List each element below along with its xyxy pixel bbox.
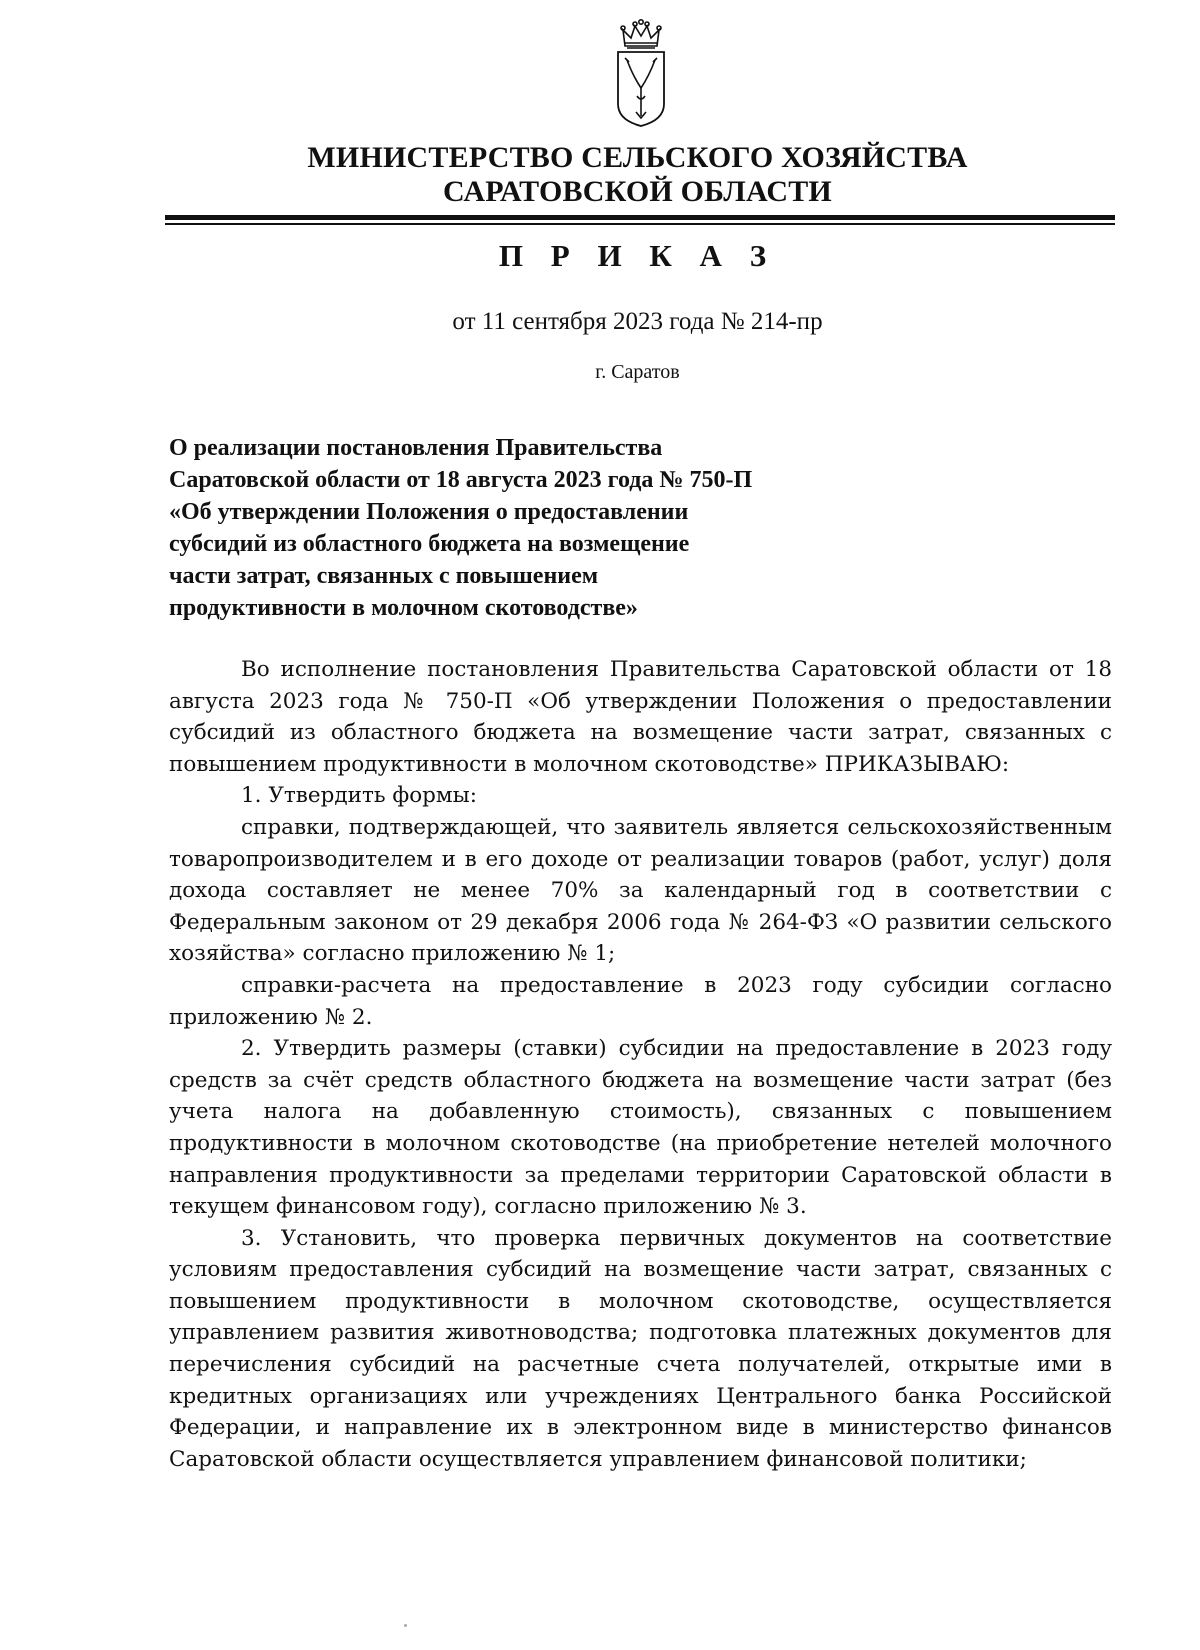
- subject-line: части затрат, связанных с повышением: [169, 563, 599, 589]
- subject-line: Саратовской области от 18 августа 2023 года № 750-П: [169, 467, 753, 493]
- saratov-coat-of-arms-icon: [611, 16, 671, 128]
- order-body: [169, 654, 1112, 1475]
- item-2-paragraph: 2. Утвердить размеры (ставки) субсидии на предоставление в 2023 году средств за счёт средств областного бюджета на возмещение части затрат (без учета налога на добавленную стоимость), связанных с повышением продуктивности в молочном скотоводстве (на приобретение нетелей молочного направления продуктивности за пределами территории Саратовской области в текущем финансовом году), согласно приложению № 3.: [169, 1036, 1112, 1220]
- header-divider-thick: [165, 215, 1115, 220]
- subject-line: продуктивности в молочном скотоводстве»: [169, 595, 638, 621]
- order-city: г. Саратов: [595, 361, 680, 383]
- ministry-name-line2: САРАТОВСКОЙ ОБЛАСТИ: [443, 175, 832, 208]
- item-1a-paragraph: справки, подтверждающей, что заявитель является сельскохозяйственным товаропроизводителем и в его доходе от реализации товаров (работ, услуг) доля дохода составляет не менее 70% за календарный год в соответствии с Федеральным законом от 29 декабря 2006 года № 264-ФЗ «О развитии сельского хозяйства» согласно приложению № 1;: [169, 814, 1112, 967]
- subject-line: О реализации постановления Правительства: [169, 435, 663, 461]
- header-divider-thin: [165, 223, 1115, 225]
- ministry-name-line1: МИНИСТЕРСТВО СЕЛЬСКОГО ХОЗЯЙСТВА: [307, 141, 968, 174]
- order-subject: [169, 432, 752, 624]
- item-1-paragraph: 1. Утвердить формы:: [241, 783, 477, 809]
- intro-paragraph: Во исполнение постановления Правительства Саратовской области от 18 августа 2023 года № 750-П «Об утверждении Положения о предоставлении субсидий из областного бюджета на возмещение части затрат, связанных с повышением продуктивности в молочном скотоводстве» ПРИКАЗЫВАЮ:: [169, 657, 1112, 777]
- subject-line: «Об утверждении Положения о предоставлении: [169, 499, 689, 525]
- item-1b-paragraph: справки-расчета на предоставление в 2023 году субсидии согласно приложению № 2.: [169, 972, 1112, 1030]
- order-date-number: от 11 сентября 2023 года № 214-пр: [452, 308, 823, 335]
- item-3-paragraph: 3. Установить, что проверка первичных документов на соответствие условиям предоставления субсидий на возмещение части затрат, связанных с повышением продуктивности в молочном скотоводстве, осуществляется управлением развития животноводства; подготовка платежных документов для перечисления субсидий на расчетные счета получателей, открытые ими в кредитных организациях или учреждениях Центрального банка Российской Федерации, и направление их в электронном виде в министерство финансов Саратовской области осуществляется управлением финансовой политики;: [169, 1225, 1112, 1472]
- scan-speck: [404, 1624, 407, 1627]
- document-type-title: П Р И К А З: [498, 238, 777, 273]
- subject-line: субсидий из областного бюджета на возмещение: [169, 531, 690, 557]
